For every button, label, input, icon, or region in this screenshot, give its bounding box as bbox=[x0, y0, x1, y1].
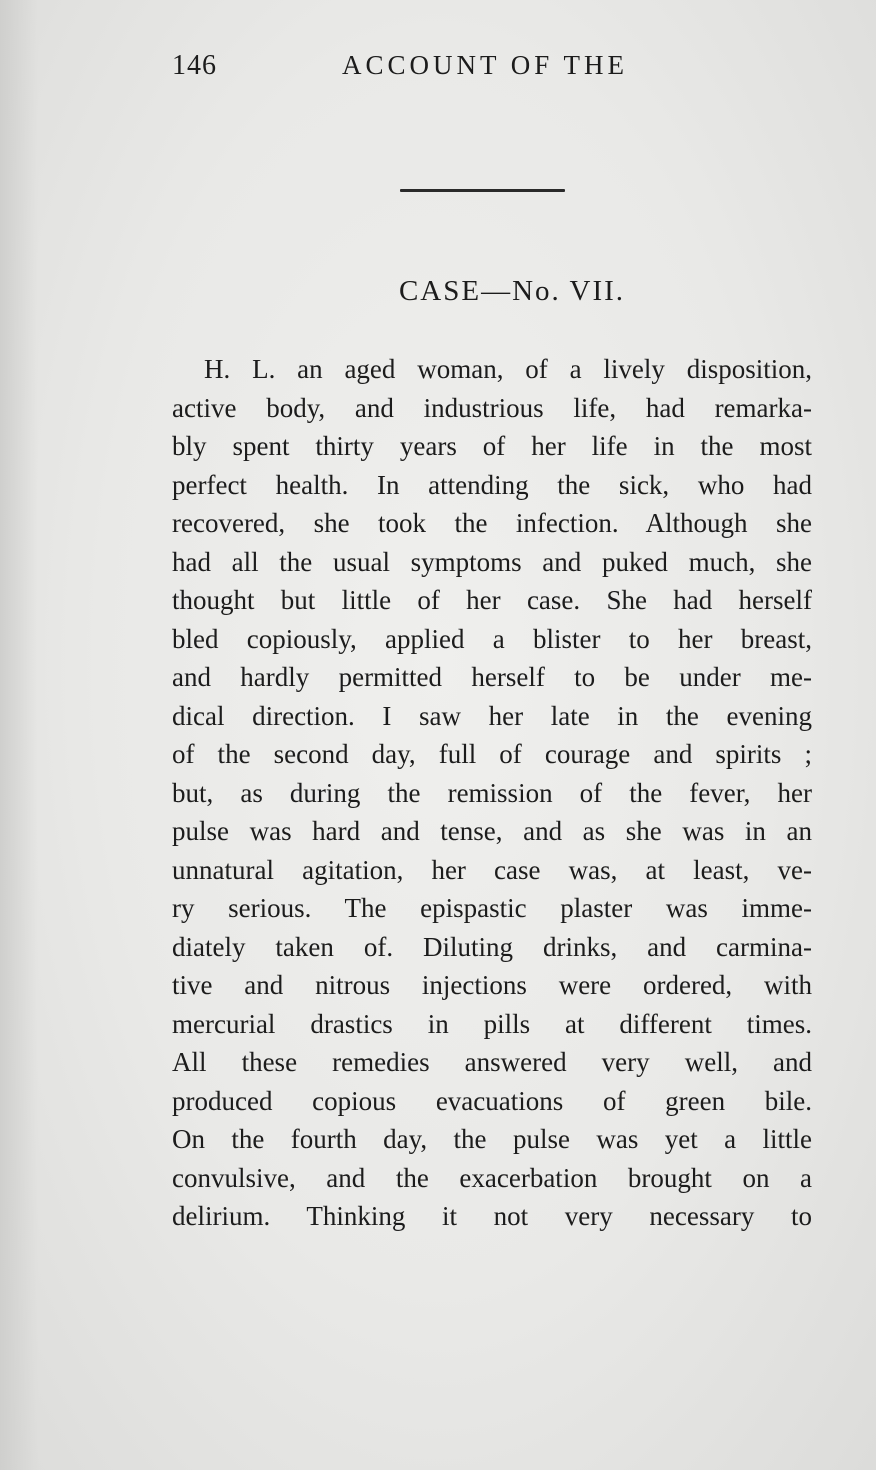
text-line: of the second day, full of courage and spirits ; bbox=[172, 739, 812, 769]
text-line: delirium. Thinking it not very necessary to bbox=[172, 1201, 812, 1231]
running-head: ACCOUNT OF THE bbox=[342, 50, 629, 80]
text-line: ry serious. The epispastic plaster was imme- bbox=[172, 893, 812, 923]
text-line: bly spent thirty years of her life in the most bbox=[172, 431, 812, 461]
text-line: H. L. an aged woman, of a lively disposition, bbox=[204, 354, 812, 384]
page-number: 146 bbox=[172, 50, 217, 81]
text-line: perfect health. In attending the sick, who had bbox=[172, 469, 812, 500]
page-header bbox=[172, 50, 812, 90]
text-line: recovered, she took the infection. Although she bbox=[172, 508, 812, 538]
text-line: unnatural agitation, her case was, at least, ve- bbox=[172, 854, 812, 885]
text-line: produced copious evacuations of green bile. bbox=[172, 1085, 812, 1116]
page-edge-shadow bbox=[0, 0, 38, 1470]
text-line: dical direction. I saw her late in the evening bbox=[172, 700, 812, 731]
text-line: had all the usual symptoms and puked much, she bbox=[172, 546, 812, 577]
text-line: On the fourth day, the pulse was yet a little bbox=[172, 1124, 812, 1154]
text-line: thought but little of her case. She had herself bbox=[172, 585, 812, 615]
text-line: mercurial drastics in pills at different times. bbox=[172, 1008, 812, 1039]
text-line: but, as during the remission of the fever, her bbox=[172, 777, 812, 808]
text-line: and hardly permitted herself to be under me- bbox=[172, 662, 812, 692]
body-text bbox=[172, 350, 812, 1236]
text-line: active body, and industrious life, had remarka- bbox=[172, 392, 812, 423]
text-line: diately taken of. Diluting drinks, and carmina- bbox=[172, 931, 812, 962]
text-line: bled copiously, applied a blister to her breast, bbox=[172, 623, 812, 654]
case-title: CASE—No. VII. bbox=[398, 275, 626, 307]
text-line: pulse was hard and tense, and as she was in an bbox=[172, 816, 812, 846]
text-line: All these remedies answered very well, and bbox=[172, 1047, 812, 1077]
section-divider-rule bbox=[400, 189, 565, 192]
text-line: tive and nitrous injections were ordered, with bbox=[172, 970, 812, 1000]
text-line: convulsive, and the exacerbation brought on a bbox=[172, 1162, 812, 1193]
